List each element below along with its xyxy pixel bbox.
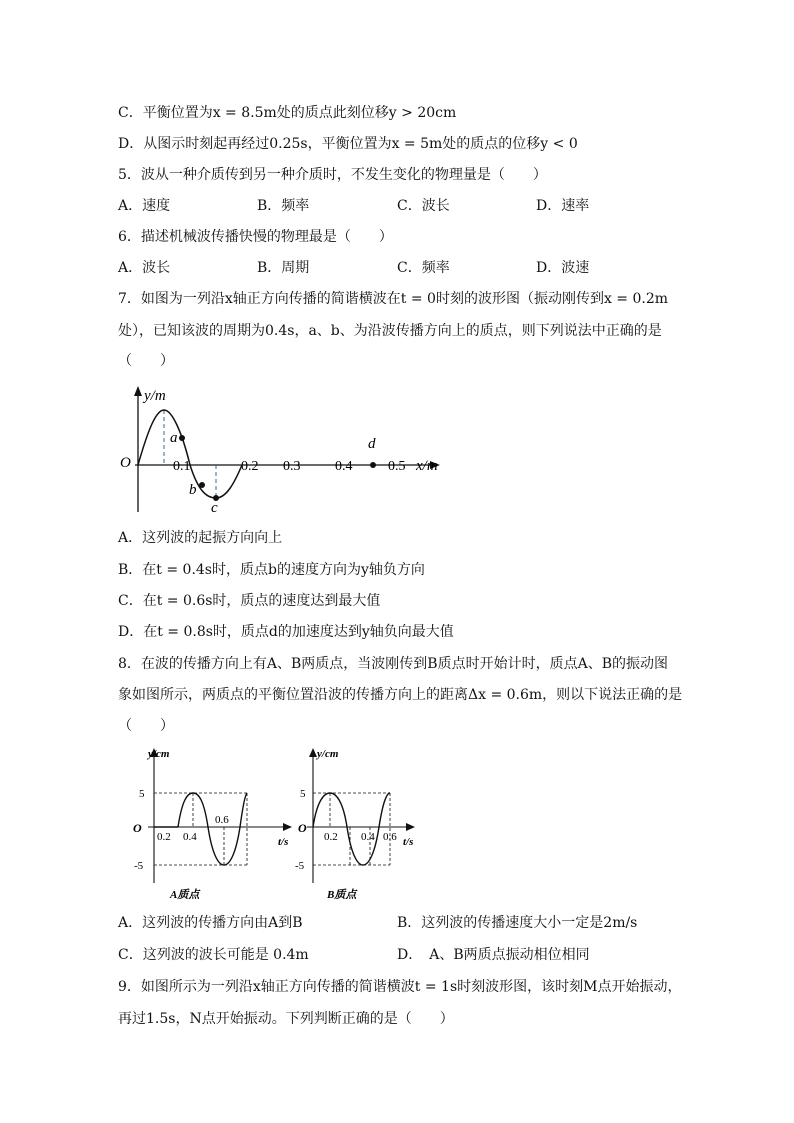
q7-tick: 0.3 (283, 459, 301, 474)
q8a-y-label: y/cm (148, 748, 170, 760)
q8b-x-label: t/s (403, 836, 414, 848)
q8-option-c: C．这列波的波长可能是 0.4m (118, 947, 309, 963)
q5-option-d: D．速率 (536, 198, 590, 214)
q7-tick: 0.1 (173, 459, 191, 474)
q8b-ytick-neg5: -5 (295, 860, 305, 872)
q8b-xtick: 0.4 (361, 831, 375, 843)
q9-stem-line2: 再过1.5s，N点开始振动。下列判断正确的是（ ） (118, 1011, 454, 1027)
q5-option-c: C．波长 (397, 198, 450, 214)
q8a-xtick: 0.2 (157, 831, 171, 843)
q6-option-a: A．波长 (118, 260, 171, 276)
q8b-origin: O (298, 821, 307, 835)
q7-x-label: x/m (416, 458, 438, 474)
q8-option-b: B．这列波的传播速度大小一定是2m/s (397, 915, 638, 931)
q7-stem-line2: 处），已知该波的周期为0.4s，a、b、为沿波传播方向上的质点，则下列说法中正确的是 (118, 323, 662, 339)
q7-label-d: d (368, 436, 376, 452)
q8-stem-line2: 象如图所示，两质点的平衡位置沿波的传播方向上的距离Δx = 0.6m，则以下说法正确的是 (118, 687, 683, 703)
q7-option-d: D．在t = 0.8s时，质点d的加速度达到y轴负向最大值 (118, 624, 454, 640)
q8b-xtick: 0.2 (324, 831, 338, 843)
q4-option-d: D．从图示时刻起再经过0.25s，平衡位置为x = 5m处的质点的位移y < 0 (118, 136, 578, 152)
q7-label-b: b (189, 482, 197, 498)
q8b-curve (313, 793, 390, 865)
q7-y-label: y/m (144, 388, 166, 404)
q6-option-c: C．频率 (397, 260, 450, 276)
q8a-xtick: 0.6 (215, 814, 229, 826)
q8b-xtick: 0.6 (383, 831, 397, 843)
q8a-xtick: 0.4 (183, 831, 197, 843)
q9-stem-line1: 9．如图所示为一列沿x轴正方向传播的简谐横波t = 1s时刻波形图，该时刻M点开始振动， (118, 979, 682, 995)
q6-stem: 6．描述机械波传播快慢的物理最是（ ） (118, 229, 393, 245)
q8-option-a: A．这列波的传播方向由A到B (118, 915, 303, 931)
q7-wave-figure (110, 380, 450, 520)
q7-label-c: c (211, 500, 218, 516)
q8b-y-label: y/cm (317, 748, 339, 760)
q7-origin: O (120, 455, 131, 471)
q8-figure-b (293, 743, 473, 905)
q7-point-a (179, 435, 185, 441)
q7-option-a: A．这列波的起振方向向上 (118, 530, 283, 546)
q8a-ytick-neg5: -5 (134, 860, 144, 872)
q7-point-d (370, 462, 376, 468)
q4-option-c: C．平衡位置为x = 8.5m处的质点此刻位移y > 20cm (118, 105, 457, 121)
q6-option-b: B．周期 (257, 260, 310, 276)
q7-stem-line3: （ ） (118, 353, 174, 369)
q8a-origin: O (133, 821, 142, 835)
q7-tick: 0.2 (241, 459, 259, 474)
q7-stem-line1: 7．如图为一列沿x轴正方向传播的简谐横波在t = 0时刻的波形图（振动刚传到x = 0.2m (118, 291, 669, 307)
q8b-ytick-5: 5 (300, 788, 306, 800)
q7-label-a: a (170, 430, 178, 446)
q8a-caption: A质点 (170, 889, 200, 901)
q8-figure-a (120, 743, 300, 905)
q8a-ytick-5: 5 (139, 788, 145, 800)
q6-option-d: D．波速 (536, 260, 590, 276)
q8a-x-label: t/s (278, 836, 289, 848)
q8-stem-line3: （ ） (118, 718, 174, 734)
q7-tick: 0.5 (388, 459, 406, 474)
q5-stem: 5．波从一种介质传到另一种介质时，不发生变化的物理量是（ ） (118, 167, 547, 183)
q5-option-a: A．速度 (118, 198, 171, 214)
q7-point-b (199, 482, 205, 488)
q8a-curve (178, 793, 247, 865)
q7-option-c: C．在t = 0.6s时，质点的速度达到最大值 (118, 593, 381, 609)
q7-tick: 0.4 (335, 459, 353, 474)
q5-option-b: B．频率 (257, 198, 310, 214)
q7-option-b: B．在t = 0.4s时，质点b的速度方向为y轴负方向 (118, 562, 425, 578)
q8-stem-line1: 8．在波的传播方向上有A、B两质点，当波刚传到B质点时开始计时，质点A、B的振动图 (118, 656, 668, 672)
q8-option-d: D． A、B两质点振动相位相同 (397, 947, 590, 963)
q8b-caption: B质点 (327, 889, 357, 901)
